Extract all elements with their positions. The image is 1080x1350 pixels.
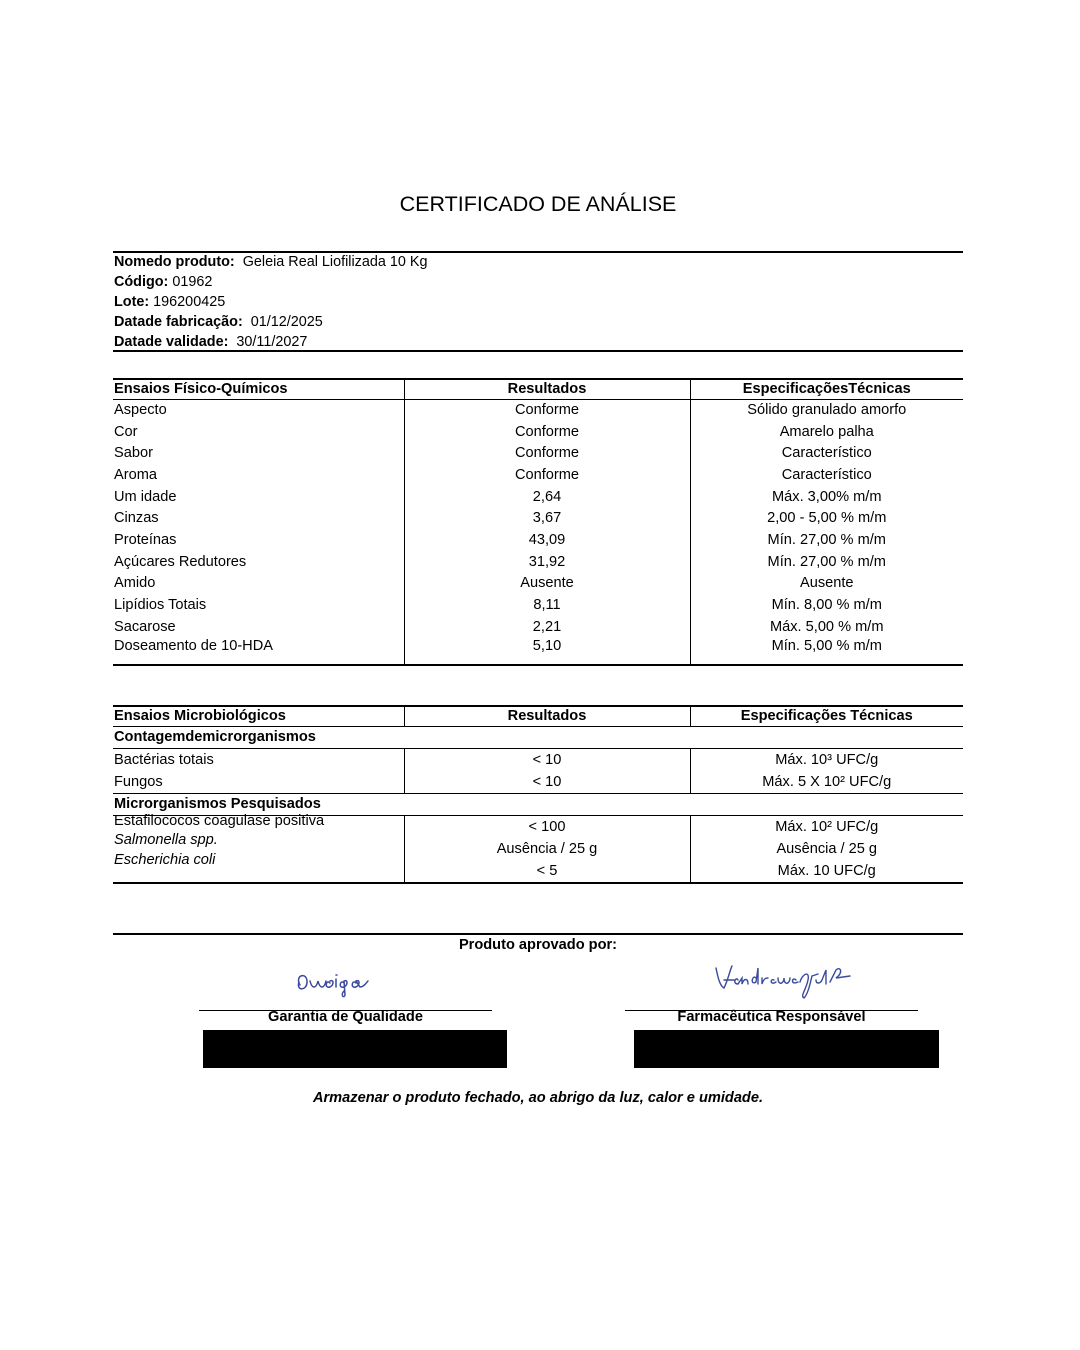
test-name: Sacarose	[114, 618, 176, 635]
physico-chemical-table	[113, 378, 963, 666]
test-result: < 5	[536, 862, 558, 879]
test-spec: Mín. 5,00 % m/m	[690, 638, 963, 665]
section-row-researched	[113, 793, 963, 815]
test-spec: 2,00 - 5,00 % m/m	[690, 507, 963, 529]
manufacture-date-value: 01/12/2025	[250, 314, 323, 330]
product-name-label: Nomedo produto:	[114, 254, 235, 270]
role-pharmacist: Farmacêutica Responsável	[677, 1009, 866, 1025]
test-spec: Ausência / 25 g	[776, 840, 878, 857]
table-row-multi	[113, 815, 963, 883]
divider-info-bottom	[113, 350, 963, 352]
expiry-date-row	[114, 332, 428, 352]
test-spec: Mín. 27,00 % m/m	[690, 529, 963, 551]
test-name: Bactérias totais	[114, 751, 214, 768]
table-header	[113, 379, 963, 399]
section-title: Contagemdemicrorganismos	[113, 726, 963, 748]
expiry-date-value: 30/11/2027	[236, 334, 308, 350]
test-name: Cinzas	[114, 510, 159, 527]
test-spec: Máx. 5,00 % m/m	[690, 616, 963, 638]
test-name: Fungos	[113, 771, 404, 794]
test-result: 43,09	[404, 529, 690, 551]
expiry-date-label: Datade validade:	[114, 334, 229, 350]
test-spec: Ausente	[690, 573, 963, 595]
header-test: Ensaios Físico-Químicos	[113, 379, 404, 399]
table-header	[113, 706, 963, 726]
table-row	[113, 421, 963, 443]
test-name: Sabor	[114, 445, 153, 462]
test-spec: Máx. 10² UFC/g	[775, 818, 879, 835]
test-result: Conforme	[404, 464, 690, 486]
table-row	[113, 616, 963, 638]
section-title: Microrganismos Pesquisados	[113, 793, 963, 815]
table-row	[113, 594, 963, 616]
test-result: < 100	[528, 818, 566, 835]
table-row	[113, 529, 963, 551]
table-row	[113, 442, 963, 464]
test-name: Escherichia coli	[114, 851, 216, 868]
table-row	[113, 638, 963, 665]
test-result: Ausente	[404, 573, 690, 595]
header-results: Resultados	[404, 706, 690, 726]
test-result: 5,10	[404, 638, 690, 665]
test-spec: Mín. 27,00 % m/m	[690, 551, 963, 573]
test-spec: Amarelo palha	[690, 421, 963, 443]
table-row	[113, 507, 963, 529]
header-specs: Especificações Técnicas	[690, 706, 963, 726]
test-spec: Máx. 5 X 10² UFC/g	[690, 771, 963, 794]
test-name: Lipídios Totais	[114, 597, 207, 614]
section-row-count	[113, 726, 963, 748]
table-row	[113, 748, 963, 771]
redacted-name-quality	[203, 1030, 507, 1068]
test-spec: Sólido granulado amorfo	[690, 399, 963, 421]
test-result: Conforme	[404, 442, 690, 464]
test-name: Aroma	[114, 466, 157, 483]
microbiological-table	[113, 705, 963, 884]
test-name: Cor	[114, 423, 138, 440]
test-name: Aspecto	[114, 402, 167, 419]
signature-pharmacist	[712, 960, 862, 1000]
test-results	[404, 815, 690, 883]
product-name-value: Geleia Real Liofilizada 10 Kg	[242, 254, 428, 270]
approval-heading: Produto aprovado por:	[458, 937, 618, 953]
test-spec: Característico	[690, 442, 963, 464]
table-row	[113, 551, 963, 573]
test-name: Salmonella spp.	[114, 831, 218, 848]
test-spec: Mín. 8,00 % m/m	[690, 594, 963, 616]
header-results: Resultados	[404, 379, 690, 399]
test-name: Estafilococos coagulase positiva	[114, 812, 325, 829]
table-row	[113, 399, 963, 421]
test-spec: Máx. 3,00% m/m	[690, 486, 963, 508]
test-result: 8,11	[404, 594, 690, 616]
test-spec: Máx. 10 UFC/g	[777, 862, 876, 879]
product-info	[114, 252, 428, 352]
product-code-value: 01962	[172, 274, 213, 290]
test-name: Um idade	[114, 488, 177, 505]
table-row	[113, 486, 963, 508]
storage-note: Armazenar o produto fechado, ao abrigo da luz, calor e umidade.	[312, 1090, 764, 1106]
test-name: Doseamento de 10-HDA	[113, 638, 404, 665]
role-quality-assurance: Garantia de Qualidade	[268, 1009, 423, 1025]
test-result: Conforme	[404, 421, 690, 443]
header-test: Ensaios Microbiológicos	[113, 706, 404, 726]
document-title: CERTIFICADO DE ANÁLISE	[399, 192, 677, 216]
manufacture-date-label: Datade fabricação:	[114, 314, 243, 330]
table-row	[113, 573, 963, 595]
header-specs: EspecificaçõesTécnicas	[690, 379, 963, 399]
test-name: Proteínas	[114, 531, 177, 548]
test-result: 2,21	[404, 616, 690, 638]
test-spec: Máx. 10³ UFC/g	[690, 748, 963, 771]
table-row	[113, 771, 963, 794]
test-name: Amido	[114, 575, 156, 592]
test-result: 3,67	[404, 507, 690, 529]
test-result: 31,92	[404, 551, 690, 573]
lot-label: Lote:	[114, 294, 150, 310]
product-code-row	[114, 272, 428, 292]
lot-row	[114, 292, 428, 312]
divider-approval	[113, 933, 963, 935]
test-result: Conforme	[404, 399, 690, 421]
test-names	[113, 812, 404, 883]
test-name: Açúcares Redutores	[114, 553, 247, 570]
test-result: 2,64	[404, 486, 690, 508]
redacted-name-pharmacist	[634, 1030, 939, 1068]
test-result: < 10	[404, 748, 690, 771]
test-result: < 10	[404, 771, 690, 794]
table-row	[113, 464, 963, 486]
test-specs	[690, 815, 963, 883]
lot-value: 196200425	[153, 294, 226, 310]
test-spec: Característico	[690, 464, 963, 486]
product-code-label: Código:	[114, 274, 169, 290]
manufacture-date-row	[114, 312, 428, 332]
signature-quality-assurance	[290, 965, 400, 1000]
product-name-row	[114, 252, 428, 272]
test-result: Ausência / 25 g	[496, 840, 598, 857]
